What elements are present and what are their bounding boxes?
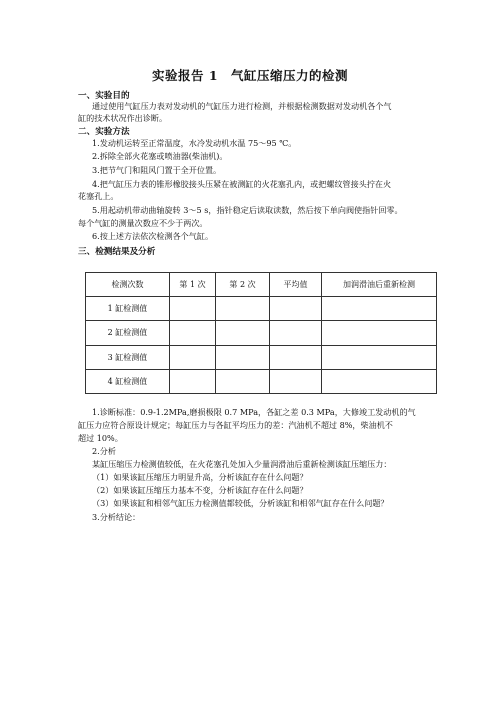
page-title: 实验报告 1 气缸压缩压力的检测: [151, 68, 349, 83]
row-label-cell: 4 缸检测值: [86, 369, 170, 393]
analysis-line-2: 缸压力应符合原设计规定；每缸压力与各缸平均压力的差：汽油机不超过 8%，柴油机不: [78, 420, 393, 430]
method-line-2: 2.拆除全部火花塞或喷油器(柴油机)。: [92, 151, 228, 161]
table-cell[interactable]: [216, 321, 270, 345]
table-header-cell: 第 1 次: [170, 273, 216, 297]
purpose-line-1: 通过使用气缸压力表对发动机的气缸压力进行检测，并根据检测数据对发动机各个气: [92, 101, 392, 111]
method-line-5: 花塞孔上。: [78, 191, 119, 201]
table-cell[interactable]: [270, 321, 322, 345]
analysis-line-4: 2.分析: [92, 446, 116, 456]
method-line-8: 6.按上述方法依次检测各个气缸。: [92, 231, 214, 241]
table-cell[interactable]: [216, 297, 270, 321]
table-cell[interactable]: [270, 297, 322, 321]
section-method-heading: 二、实验方法: [78, 127, 130, 137]
method-line-1: 1.发动机运转至正常温度，水冷发动机水温 75～95 ℃。: [92, 138, 297, 148]
purpose-line-2: 缸的技术状况作出诊断。: [78, 113, 168, 123]
method-line-4: 4.把气缸压力表的锥形橡胶接头压紧在被测缸的火花塞孔内，或把螺纹管接头拧在火: [92, 179, 392, 189]
table-row: [86, 297, 437, 321]
section-results-heading: 三、检测结果及分析: [78, 247, 156, 257]
method-line-6: 5.用起动机带动曲轴旋转 3～5 s，指针稳定后读取读数，然后按下单向阀使指针回零。: [92, 205, 403, 215]
cylinder-pressure-table: [85, 272, 437, 394]
table-cell[interactable]: [170, 297, 216, 321]
analysis-line-9: 3.分析结论：: [92, 512, 141, 522]
row-label-cell: 3 缸检测值: [86, 345, 170, 369]
table-cell[interactable]: [322, 345, 437, 369]
table-header-row: [86, 273, 437, 297]
analysis-line-5: 某缸压缩压力检测值较低，在火花塞孔处加入少量润滑油后重新检测该缸压缩压力：: [92, 459, 392, 469]
table-cell[interactable]: [322, 297, 437, 321]
analysis-line-7: （2）如果该缸压缩压力基本不变，分析该缸存在什么问题？: [92, 485, 308, 495]
table-row: [86, 321, 437, 345]
table-header-cell: 检测次数: [86, 273, 170, 297]
table-cell[interactable]: [170, 345, 216, 369]
method-line-7: 每个气缸的测量次数应不少于两次。: [78, 218, 208, 228]
analysis-line-3: 超过 10%。: [78, 433, 123, 443]
table-cell[interactable]: [270, 369, 322, 393]
table-header-cell: 第 2 次: [216, 273, 270, 297]
table-cell[interactable]: [216, 345, 270, 369]
analysis-line-1: 1.诊断标准：0.9-1.2MPa,磨损极限 0.7 MPa，各缸之差 0.3 MPa，大修竣工发动机的气: [92, 407, 416, 417]
row-label-cell: 1 缸检测值: [86, 297, 170, 321]
method-line-3: 3.把节气门和阻风门置于全开位置。: [92, 165, 222, 175]
analysis-line-6: （1）如果该缸压缩压力明显升高，分析该缸存在什么问题？: [92, 472, 308, 482]
table-cell[interactable]: [170, 321, 216, 345]
row-label-cell: 2 缸检测值: [86, 321, 170, 345]
section-purpose-heading: 一、实验目的: [78, 91, 130, 101]
table-header-cell: 平均值: [270, 273, 322, 297]
table-header-cell: 加润滑油后重新检测: [322, 273, 437, 297]
table-cell[interactable]: [322, 321, 437, 345]
table-row: [86, 369, 437, 393]
table-cell[interactable]: [322, 369, 437, 393]
table-cell[interactable]: [170, 369, 216, 393]
analysis-line-8: （3）如果该缸和相邻气缸压力检测值都较低，分析该缸和相邻气缸存在什么问题？: [92, 498, 389, 508]
table-row: [86, 345, 437, 369]
table-cell[interactable]: [270, 345, 322, 369]
table-cell[interactable]: [216, 369, 270, 393]
